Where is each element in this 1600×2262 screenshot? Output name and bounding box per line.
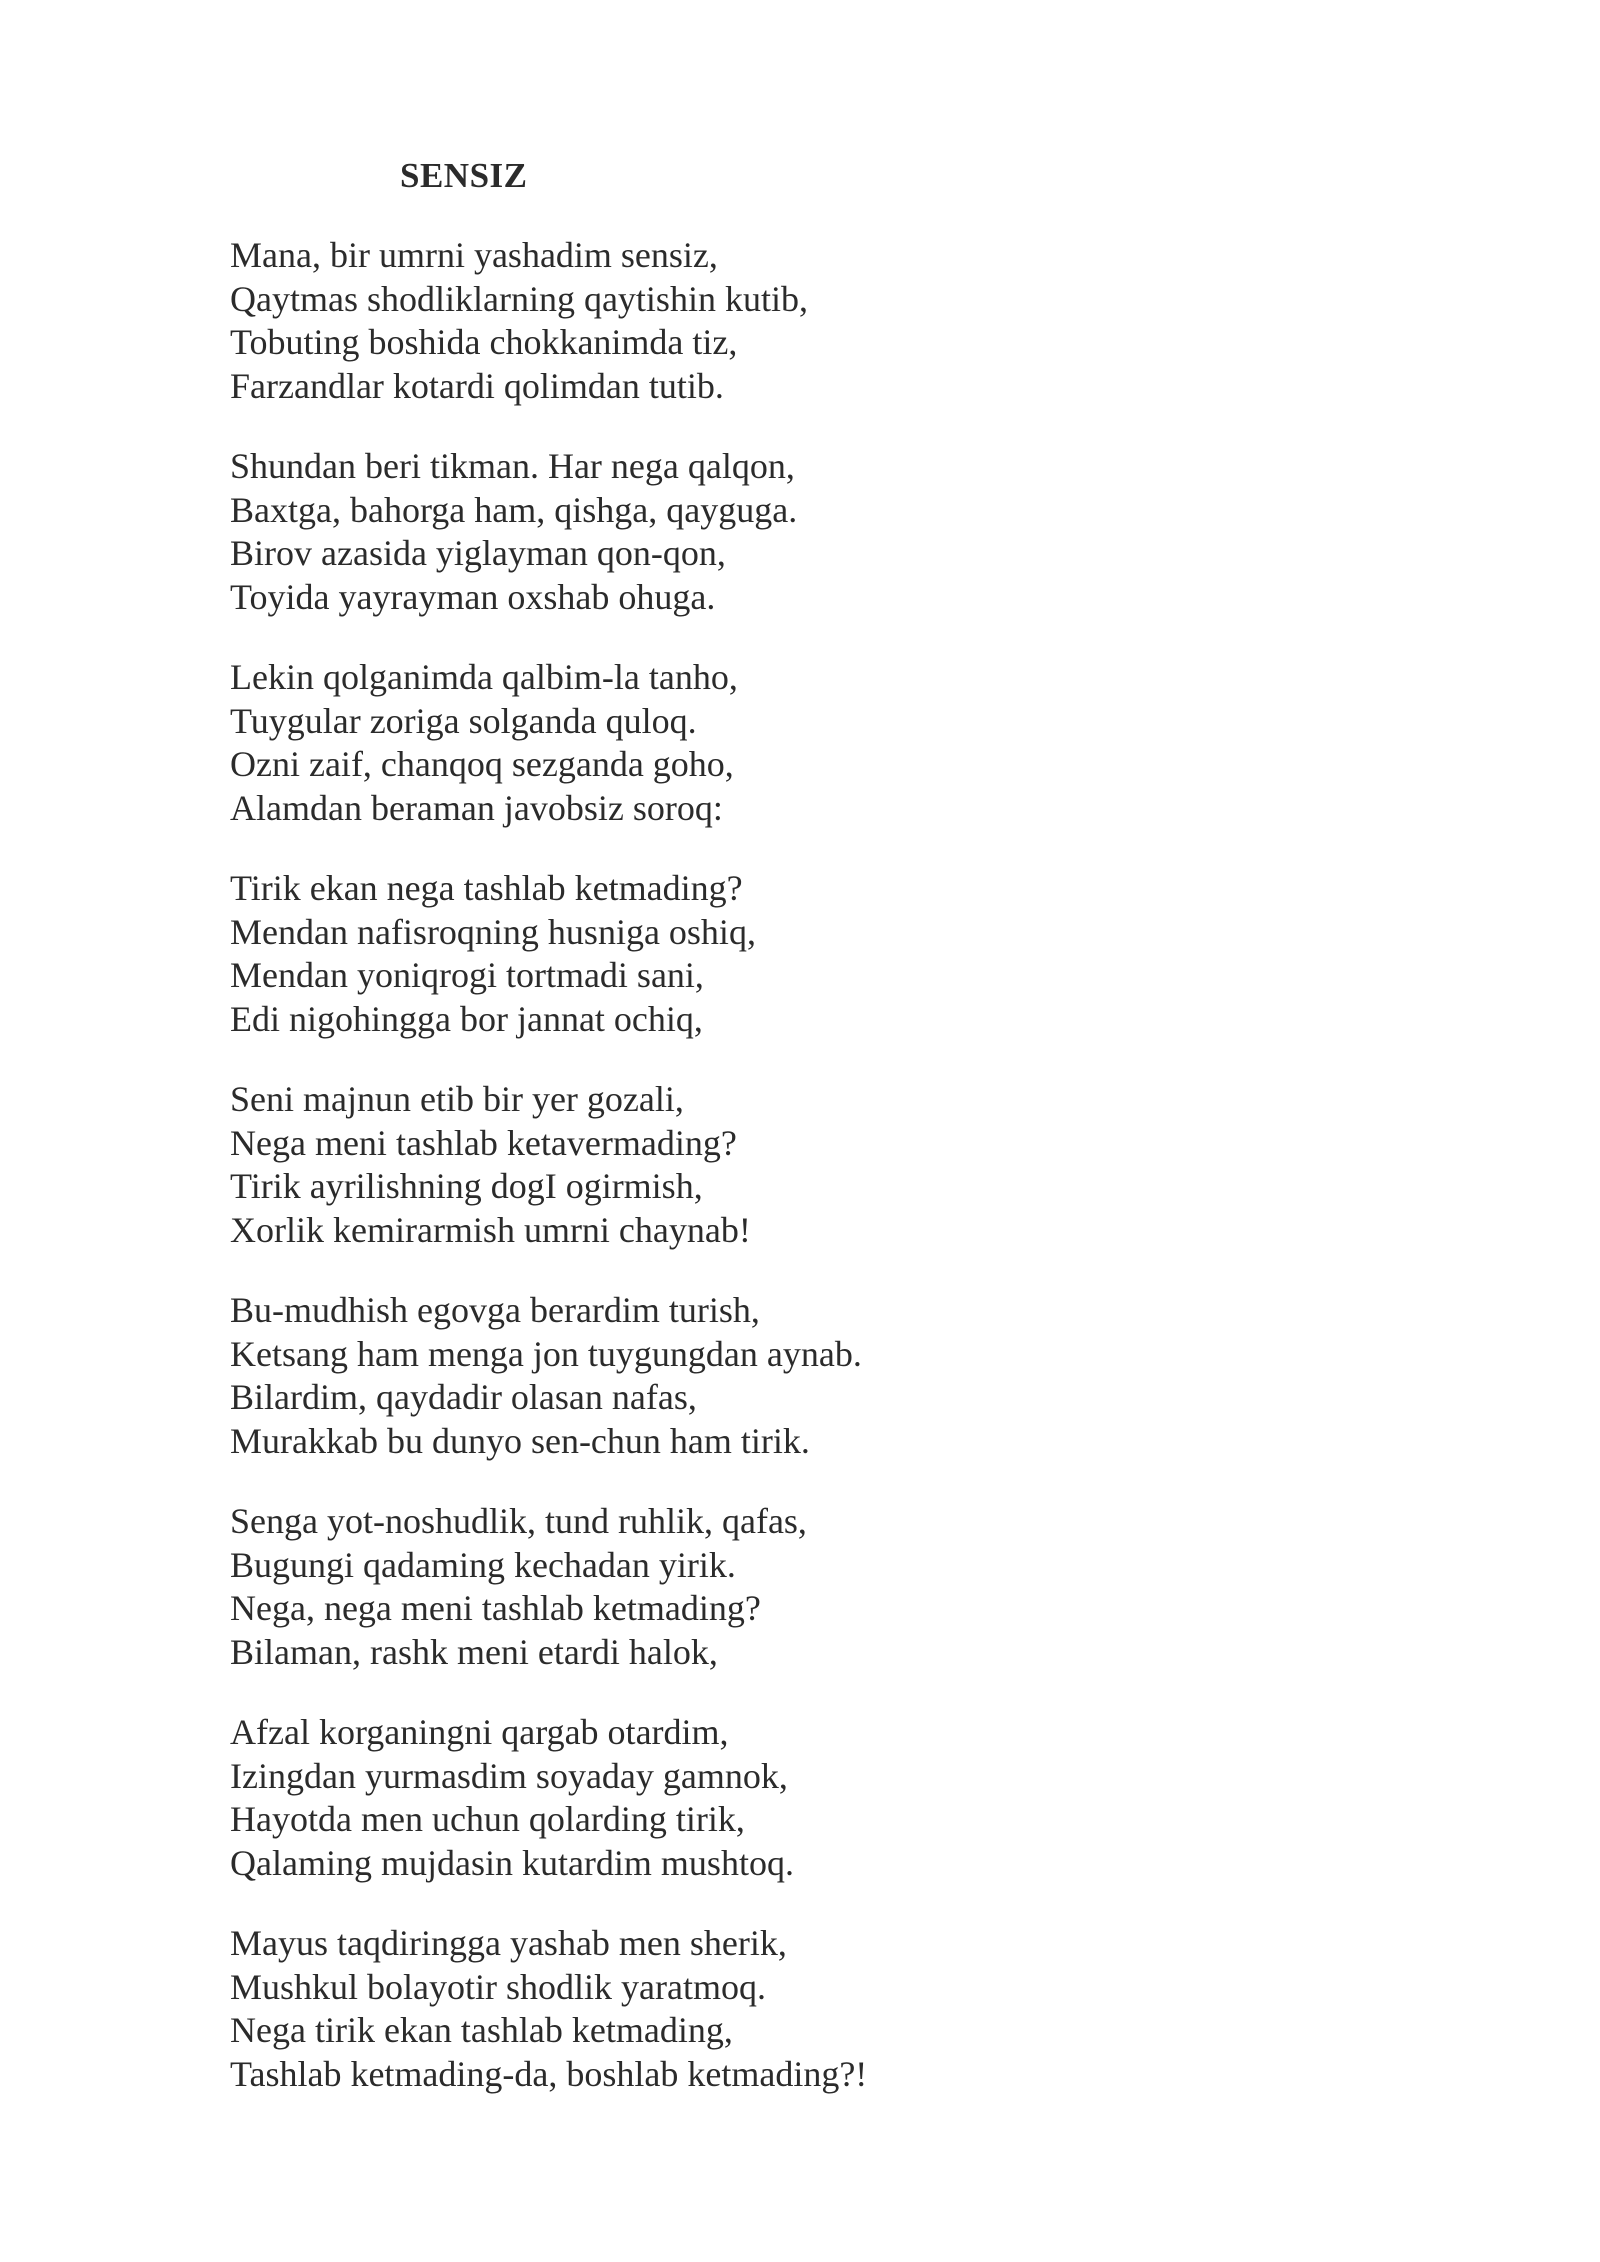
poem-line: Mendan nafisroqning husniga oshiq, [230,911,756,952]
poem-line: Edi nigohingga bor jannat ochiq, [230,998,703,1039]
stanza-9 [230,1922,1430,2096]
poem-line: Tirik ayrilishning dogI ogirmish, [230,1166,703,1206]
poem-line: Mushkul bolayotir shodlik yaratmoq. [230,1966,766,2007]
poem-line: Hayotda men uchun qolarding tirik, [230,1799,745,1839]
poem-line: Seni majnun etib bir yer gozali, [230,1079,684,1119]
poem-title: SENSIZ [400,156,528,195]
poem-line: Bugungi qadaming kechadan yirik. [230,1544,736,1585]
poem-body [230,234,1430,2133]
stanza-5 [230,1078,1430,1252]
poem-line: Izingdan yurmasdim soyaday gamnok, [230,1755,788,1796]
poem-line: Qaytmas shodliklarning qaytishin kutib, [230,278,808,319]
stanza-4 [230,867,1430,1041]
poem-line: Bu-mudhish egovga berardim turish, [230,1290,760,1330]
stanza-2 [230,445,1430,619]
poem-line: Bilardim, qaydadir olasan nafas, [230,1377,697,1417]
poem-line: Qalaming mujdasin kutardim mushtoq. [230,1842,794,1883]
stanza-7 [230,1500,1430,1674]
stanza-6 [230,1289,1430,1463]
poem-line: Nega, nega meni tashlab ketmading? [230,1588,761,1628]
poem-line: Shundan beri tikman. Har nega qalqon, [230,446,795,486]
stanza-8 [230,1711,1430,1885]
poem-line: Tashlab ketmading-da, boshlab ketmading?! [230,2053,868,2094]
stanza-1 [230,234,1430,408]
poem-line: Mana, bir umrni yashadim sensiz, [230,235,718,275]
poem-line: Afzal korganingni qargab otardim, [230,1712,729,1752]
poem-line: Tirik ekan nega tashlab ketmading? [230,868,743,908]
poem-line: Mayus taqdiringga yashab men sherik, [230,1923,787,1963]
poem-line: Baxtga, bahorga ham, qishga, qayguga. [230,489,798,530]
poem-line: Mendan yoniqrogi tortmadi sani, [230,955,704,995]
poem-line: Xorlik kemirarmish umrni chaynab! [230,1209,751,1250]
poem-line: Senga yot-noshudlik, tund ruhlik, qafas, [230,1501,807,1541]
poem-line: Lekin qolganimda qalbim-la tanho, [230,657,738,697]
poem-line: Toyida yayrayman oxshab ohuga. [230,576,716,617]
poem-line: Tuygular zoriga solganda quloq. [230,700,697,741]
poem-line: Murakkab bu dunyo sen-chun ham tirik. [230,1420,810,1461]
poem-line: Birov azasida yiglayman qon-qon, [230,533,726,573]
poem-line: Alamdan beraman javobsiz soroq: [230,787,723,828]
poem-line: Farzandlar kotardi qolimdan tutib. [230,365,724,406]
stanza-3 [230,656,1430,830]
poem-line: Ozni zaif, chanqoq sezganda goho, [230,744,734,784]
poem-line: Ketsang ham menga jon tuygungdan aynab. [230,1333,862,1374]
poem-line: Nega tirik ekan tashlab ketmading, [230,2010,733,2050]
poem-line: Bilaman, rashk meni etardi halok, [230,1631,718,1672]
poem-line: Tobuting boshida chokkanimda tiz, [230,322,738,362]
poem-line: Nega meni tashlab ketavermading? [230,1122,737,1163]
